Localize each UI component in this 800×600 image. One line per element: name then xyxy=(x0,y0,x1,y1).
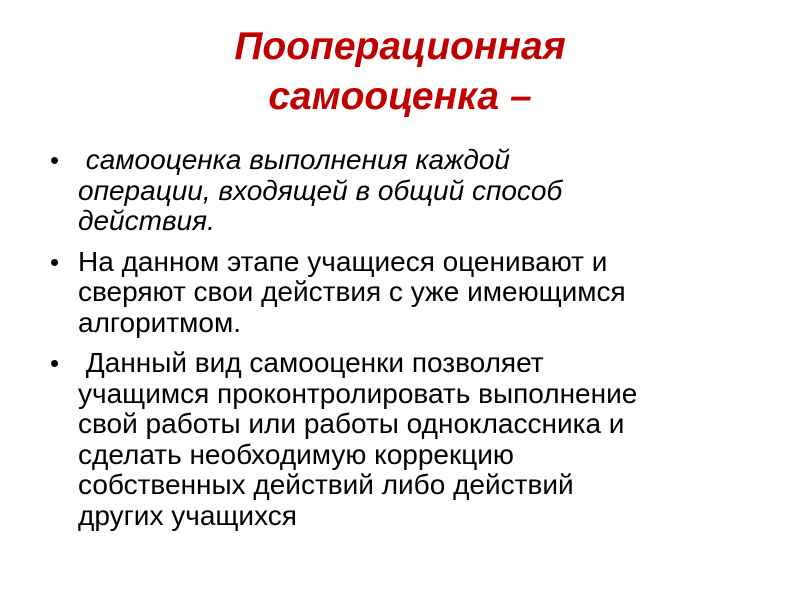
bullet-dot-icon: • xyxy=(50,348,60,378)
slide-title-line-2: самооценка – xyxy=(268,75,532,118)
slide-title-line-1: Пооперационная xyxy=(234,25,566,68)
bullet-dot-icon: • xyxy=(50,246,60,277)
slide-title xyxy=(0,22,800,122)
bullet-dot-icon: • xyxy=(50,145,60,175)
bullet-list xyxy=(48,145,768,541)
bullet-item xyxy=(48,247,768,339)
bullet-item xyxy=(48,348,768,531)
bullet-text: Данный вид самооценки позволяет учащимся проконтролировать выполнение свой работы или работы одноклассника и сделать необходимую коррекцию собственных действий либо действий других учащихся xyxy=(78,347,638,531)
bullet-text: На данном этапе учащиеся оценивают и сверяют свои действия с уже имеющимся алгоритмом. xyxy=(78,245,626,338)
bullet-text: самооценка выполнения каждой операции, входящей в общий способ действия. xyxy=(78,144,563,236)
bullet-item xyxy=(48,145,768,237)
